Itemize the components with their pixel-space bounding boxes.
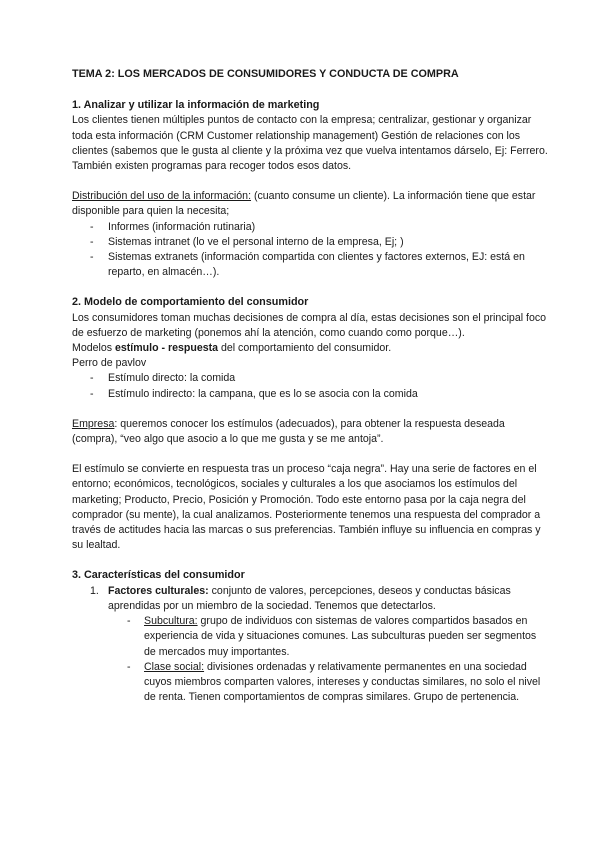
cultural-sublist (108, 614, 550, 705)
black-box-paragraph: El estímulo se convierte en respuesta tras un proceso “caja negra”. Hay una serie de factores en el entorno; económicos, tecnológicos, sociales y culturales a los que asociamos los estímulos del marketing; Producto, Precio, Posición y Promoción. Todo este entorno pasa por la caja negra del comprador (su mente), la cual analizamos. Posteriormente tenemos una respuesta del comprador a través de actitudes hacia las marcas o sus preferencias. También influye su influencia en compras y su lealtad. (72, 463, 541, 552)
subculture-label: Subcultura: (144, 615, 198, 628)
list-item: - Estímulo indirecto: la campana, que es lo se asocia con la comida (72, 387, 550, 402)
cultural-factors-label: Factores culturales: (108, 584, 209, 597)
models-prefix: Modelos (72, 342, 115, 355)
list-item (72, 584, 550, 706)
distribution-label: Distribución del uso de la información: (72, 190, 252, 203)
empresa-text: : queremos conocer los estímulos (adecuados), para obtener la respuesta deseada (compra), “veo algo que asocio a lo que me gusta y se me antoja”. (72, 417, 505, 446)
section-1-paragraph: Los clientes tienen múltiples puntos de contacto con la empresa; centralizar, gestionar y organizar toda esta información (CRM Customer relationship management) Gestión de relaciones con los clientes (sabemos que le gusta al cliente y la próxima vez que vuelva intentamos dárselo, Ej: Ferrero. También existen programas para recoger todos esos datos. (72, 114, 548, 173)
sublist-item (108, 660, 550, 706)
section-2-heading: 2. Modelo de comportamiento del consumidor (72, 296, 309, 309)
section-2-paragraph: Los consumidores toman muchas decisiones de compra al día, estas decisiones son el principal foco de esfuerzo de marketing (ponemos ahí la atención, como cuando como porque…). (72, 311, 547, 339)
document-title: TEMA 2: LOS MERCADOS DE CONSUMIDORES Y CONDUCTA DE COMPRA (72, 68, 459, 80)
list-item: - Sistemas intranet (lo ve el personal interno de la empresa, Ej; ) (72, 235, 550, 250)
distribution-paragraph (72, 189, 550, 219)
social-class-text: divisiones ordenadas y relativamente permanentes en una sociedad cuyos miembros comparten valores, intereses y conductas similares, no solo el nivel de renta. Tienen comportamientos de compras similares. Grupo de pertenencia. (144, 660, 541, 704)
empresa-label: Empresa (72, 417, 115, 430)
pavlov-line: Perro de pavlov (72, 357, 147, 370)
social-class-label: Clase social: (144, 660, 205, 673)
cultural-factors-text: conjunto de valores, percepciones, deseos y conductas básicas aprendidas por un miembro de la sociedad. Tenemos que detectarlos. (108, 584, 511, 612)
characteristics-list (72, 584, 550, 706)
section-1-heading: 1. Analizar y utilizar la información de marketing (72, 99, 320, 112)
models-line (72, 341, 550, 356)
section-3-heading: 3. Características del consumidor (72, 569, 245, 582)
distribution-text: (cuanto consume un cliente). La información tiene que estar disponible para quien la necesita; (72, 190, 536, 218)
list-item: - Estímulo directo: la comida (72, 371, 550, 386)
sublist-item (108, 614, 550, 660)
list-item: - Sistemas extranets (información compartida con clientes y factores externos, EJ: está en reparto, en almacén…). (72, 250, 550, 280)
list-number: 1. (90, 584, 99, 597)
models-bold: estímulo - respuesta (115, 342, 219, 355)
empresa-paragraph (72, 417, 550, 447)
distribution-list (72, 220, 550, 281)
stimulus-list (72, 371, 550, 401)
subculture-text: grupo de individuos con sistemas de valores compartidos basados en experiencia de vida y situaciones comunes. Las subculturas pueden ser segmentos de mercados muy importantes. (144, 615, 537, 658)
models-suffix: del comportamiento del consumidor. (218, 342, 392, 355)
list-item: - Informes (información rutinaria) (72, 220, 550, 235)
